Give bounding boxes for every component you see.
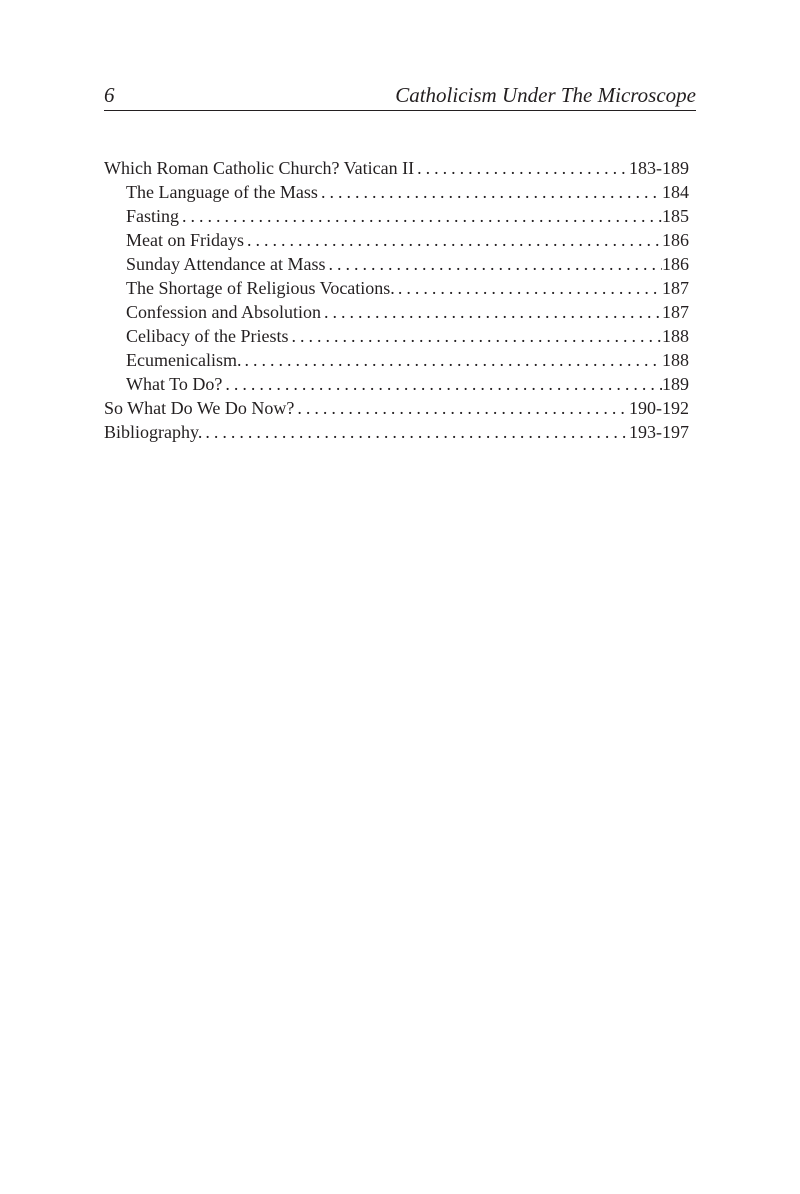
toc-entry-title: The Language of the Mass (126, 182, 318, 202)
toc-entry-title: Which Roman Catholic Church? Vatican II (104, 158, 415, 178)
toc-entry[interactable] (104, 324, 689, 348)
dot-leader (241, 348, 662, 372)
toc-entry-title: Fasting (126, 206, 180, 226)
toc-entry-title: Confession and Absolution (126, 302, 322, 322)
dot-leader (288, 324, 662, 348)
toc-entry[interactable] (104, 252, 689, 276)
toc-entry[interactable] (104, 396, 689, 420)
toc-entry-title: Meat on Fridays (126, 230, 244, 250)
toc-entry-page: 189 (662, 374, 689, 394)
toc-entry[interactable] (104, 348, 689, 372)
toc-entry-page: 184 (662, 182, 689, 202)
dot-leader (321, 300, 662, 324)
toc-entry-title: So What Do We Do Now? (104, 398, 295, 418)
toc-entry-page: 193-197 (629, 422, 689, 442)
dot-leader (414, 156, 629, 180)
dot-leader (202, 420, 629, 444)
dot-leader (179, 204, 662, 228)
toc-entry-title: Bibliography. (104, 422, 203, 442)
toc-entry-title: What To Do? (126, 374, 223, 394)
toc-entry-title: The Shortage of Religious Vocations. (126, 278, 395, 298)
toc-entry[interactable] (104, 228, 689, 252)
toc-entry-page: 183-189 (629, 158, 689, 178)
toc-entry-page: 185 (662, 206, 689, 226)
toc-entry-title: Ecumenicalism. (126, 350, 242, 370)
toc-entry[interactable] (104, 156, 689, 180)
toc-entry-page: 186 (662, 254, 689, 274)
toc-entry-title: Celibacy of the Priests (126, 326, 289, 346)
toc-entry[interactable] (104, 372, 689, 396)
toc-entry-page: 190-192 (629, 398, 689, 418)
toc-entry-page: 186 (662, 230, 689, 250)
toc-entry[interactable] (104, 300, 689, 324)
table-of-contents (104, 156, 689, 444)
dot-leader (325, 252, 662, 276)
toc-entry[interactable] (104, 180, 689, 204)
dot-leader (294, 396, 629, 420)
toc-entry-page: 188 (662, 350, 689, 370)
toc-entry-page: 187 (662, 302, 689, 322)
toc-entry-title: Sunday Attendance at Mass (126, 254, 326, 274)
toc-entry-page: 187 (662, 278, 689, 298)
dot-leader (395, 276, 662, 300)
dot-leader (222, 372, 662, 396)
dot-leader (318, 180, 662, 204)
toc-entry[interactable] (104, 276, 689, 300)
toc-entry-page: 188 (662, 326, 689, 346)
toc-entry[interactable] (104, 420, 689, 444)
running-header (104, 80, 696, 111)
page-number: 6 (104, 83, 115, 107)
dot-leader (244, 228, 662, 252)
running-title: Catholicism Under The Microscope (395, 83, 696, 107)
toc-entry[interactable] (104, 204, 689, 228)
